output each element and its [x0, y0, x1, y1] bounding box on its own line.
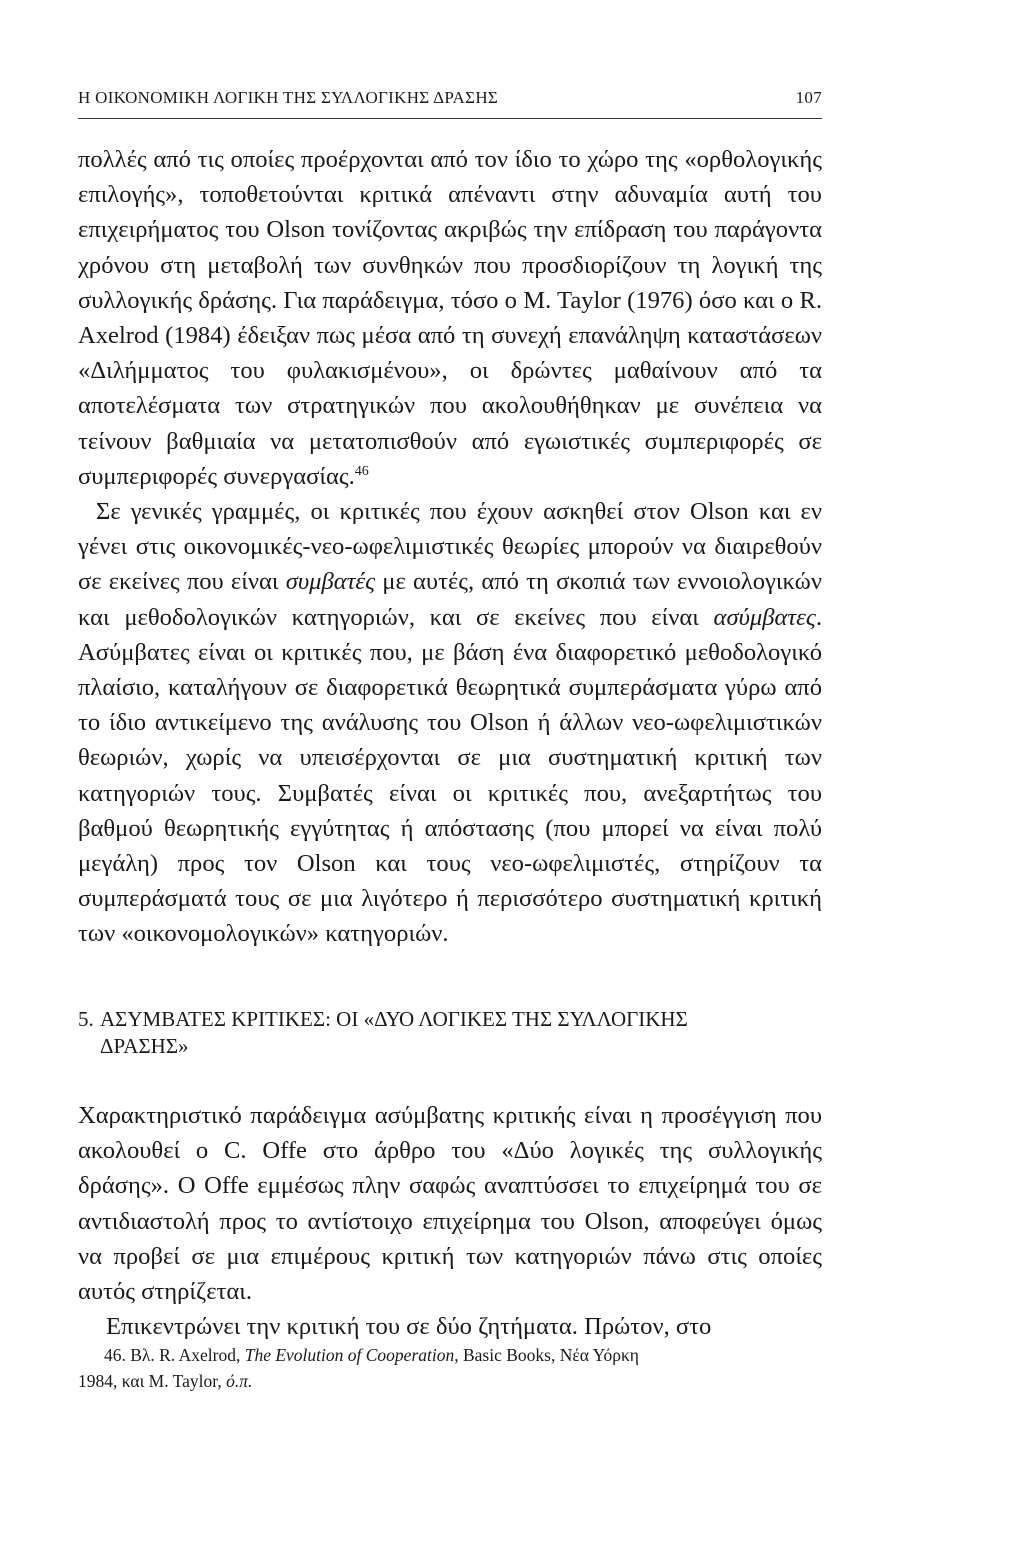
section-text — [78, 1098, 822, 1344]
section-paragraph-1: Χαρακτηριστικό παράδειγμα ασύμβατης κριτικής είναι η προσέγγιση που ακολουθεί ο C. Offe στο άρθρο του «Δύο λογικές της συλλογικής δράσης». Ο Offe εμμέσως πλην σαφώς αναπτύσσει το επιχείρημά του σε αντιδιαστολή προς το αντίστοιχο επιχείρημα του Olson, αποφεύγει όμως να προβεί σε μια επιμέρους κριτική των κατηγοριών πάνω στις οποίες αυτός στηρίζεται. — [78, 1102, 822, 1306]
paragraph-1 — [78, 142, 822, 494]
paragraph-2-text-a: Σε γενικές γραμμές, οι κριτικές που έχουν ασκηθεί στον Olson και εν γένει στις οικονομικές-νεο-ωφελιμιστικές θεωρίες μπορούν να διαιρεθούν σε εκείνες που είναι — [78, 498, 822, 596]
emphasis-compatible: συμβατές — [285, 568, 376, 596]
footnote-op-cit: ό.π. — [226, 1371, 253, 1391]
emphasis-incompatible: ασύμβατες — [713, 603, 816, 631]
footnote-text-b: , Basic Books, Νέα Υόρκη — [454, 1345, 639, 1365]
footnote-ref-46[interactable]: 46 — [354, 463, 369, 479]
footnote-number: 46. — [104, 1345, 126, 1365]
section-paragraph-2: Επικεντρώνει την κριτική του σε δύο ζητήματα. Πρώτον, στο — [106, 1313, 712, 1341]
footnote-line-2-text: 1984, και M. Taylor, — [78, 1371, 227, 1391]
footnote-line-1 — [78, 1342, 822, 1368]
footnote-46 — [78, 1342, 822, 1394]
section-number: 5. — [78, 1007, 94, 1031]
header-rule — [78, 118, 822, 119]
section-title-line-2: ΔΡΑΣΗΣ» — [100, 1034, 189, 1058]
paragraph-2 — [78, 494, 822, 952]
running-title: Η ΟΙΚΟΝΟΜΙΚΗ ΛΟΓΙΚΗ ΤΗΣ ΣΥΛΛΟΓΙΚΗΣ ΔΡΑΣΗΣ — [78, 88, 499, 107]
running-head — [78, 88, 822, 108]
paragraph-1-text: πολλές από τις οποίες προέρχονται από τον ίδιο το χώρο της «ορθολογικής επιλογής», τοποθετούνται κριτικά απέναντι στην αδυναμία αυτή του επιχειρήματος του Olson τονίζοντας ακριβώς την επίδραση του παράγοντα χρόνου στη μεταβολή των συνθηκών που προσδιορίζουν τη λογική της συλλογικής δράσης. Για παράδειγμα, τόσο ο M. Taylor (1976) όσο και ο R. Axelrod (1984) έδειξαν πως μέσα από τη συνεχή επανάληψη καταστάσεων «Διλήμματος του φυλακισμένου», οι δρώντες μαθαίνουν από τα αποτελέσματα των στρατηγικών που ακολουθήθηκαν με συνέπεια να τείνουν βαθμιαία να μετατοπισθούν από εγωιστικές συμπεριφορές σε συμπεριφορές συνεργασίας. — [78, 146, 822, 490]
section-title-line-1: ΑΣΥΜΒΑΤΕΣ ΚΡΙΤΙΚΕΣ: ΟΙ «ΔΥΟ ΛΟΓΙΚΕΣ ΤΗΣ ΣΥΛΛΟΓΙΚΗΣ — [100, 1007, 688, 1031]
main-text — [78, 142, 822, 952]
page-number: 107 — [795, 88, 822, 107]
footnote-text-a: Βλ. R. Axelrod, — [125, 1345, 245, 1365]
footnote-book-title: The Evolution of Cooperation — [244, 1345, 455, 1365]
footnote-line-2 — [78, 1368, 822, 1394]
paragraph-2-text-b: με αυτές, από τη σκοπιά των εννοιολογικών και μεθοδολογικών κατηγοριών, και σε εκείνες που είναι — [78, 568, 822, 631]
paragraph-2-text-c: . Ασύμβατες είναι οι κριτικές που, με βάση ένα διαφορετικό μεθοδολογικό πλαίσιο, καταλήγουν σε διαφορετικά θεωρητικά συμπεράσματα γύρω από το ίδιο αντικείμενο της ανάλυσης του Olson ή άλλων νεο-ωφελιμιστικών θεωριών, χωρίς να υπεισέρχονται σε μια συστηματική κριτική των κατηγοριών τους. Συμβατές είναι οι κριτικές που, ανεξαρτήτως του βαθμού θεωρητικής εγγύτητας ή απόστασης (που μπορεί να είναι πολύ μεγάλη) προς τον Olson και τους νεο-ωφελιμιστές, στηρίζουν τα συμπεράσματά τους σε μια λιγότερο ή περισσότερο συστηματική κριτική των «οικονομολογικών» κατηγοριών. — [78, 603, 822, 948]
section-heading — [78, 1006, 822, 1060]
